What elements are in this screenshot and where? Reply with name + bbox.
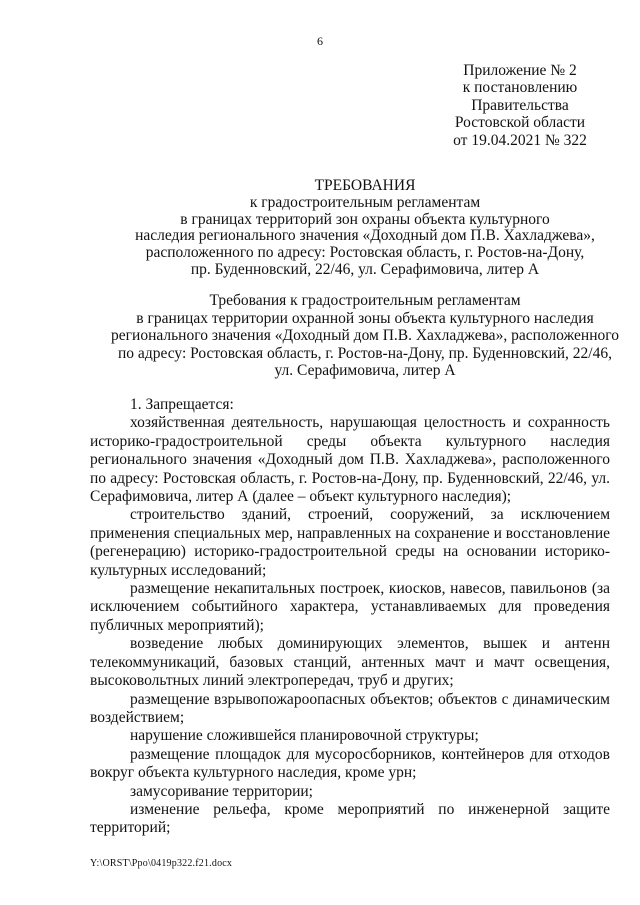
section-body — [90, 396, 610, 838]
title-line: пр. Буденновский, 22/46, ул. Серафимовича, литер А — [190, 260, 540, 278]
appendix-block — [440, 62, 600, 149]
subtitle-line: Требования к градостроительным регламентам — [209, 292, 521, 309]
appendix-line: к постановлению — [462, 79, 578, 97]
file-path-footer: Y:\ORST\Ppo\0419p322.f21.docx — [90, 858, 233, 869]
list-item: размещение взрывопожароопасных объектов; объектов с динамическим воздействием; — [90, 690, 610, 726]
list-item: нарушение сложившейся планировочной структуры; — [130, 727, 479, 745]
subtitle-line: по адресу: Ростовская область, г. Ростов-на-Дону, пр. Буденновский, 22/46, — [118, 344, 612, 362]
appendix-line: Приложение № 2 — [463, 62, 577, 79]
list-item: размещение некапитальных построек, киосков, навесов, павильонов (за исключением событийного характера, устанавливаемых для проведения публичных мероприятий); — [90, 580, 610, 634]
list-item: хозяйственная деятельность, нарушающая целостность и сохранность историко-градостроительной среды объекта культурного наследия регионального значения «Доходный дом П.В. Хахладжева», расположенного по адресу: Ростовская область, г. Ростов-на-Дону, пр. Буденновский, 22/46, ул. Серафимовича, литер А (далее – объект культурного наследия); — [90, 414, 610, 506]
title-line: к градостроительным регламентам — [249, 193, 481, 211]
list-item: строительство зданий, строений, сооружений, за исключением применения специальных мер, направленных на сохранение и восстановление (регенерацию) историко-градостроительной среды на основании историко-культурных исследований; — [90, 506, 610, 579]
subtitle-line: ул. Серафимовича, литер А — [274, 362, 456, 380]
document-subtitle — [90, 292, 640, 380]
title-line: расположенного по адресу: Ростовская область, г. Ростов-на-Дону, — [145, 244, 585, 262]
page-number: 6 — [317, 34, 323, 48]
title-heading: ТРЕБОВАНИЯ — [314, 177, 416, 194]
document-title — [90, 178, 640, 279]
list-item: размещение площадок для мусоросборников, контейнеров для отходов вокруг объекта культурного наследия, кроме урн; — [90, 745, 610, 782]
title-line: в границах территорий зон охраны объекта культурного — [180, 210, 550, 228]
list-item: изменение рельефа, кроме мероприятий по инженерной защите территорий; — [90, 800, 610, 837]
list-item: замусоривание территории; — [130, 782, 313, 800]
appendix-line: Правительства — [471, 96, 569, 114]
appendix-line: Ростовской области — [454, 114, 586, 132]
title-line: наследия регионального значения «Доходный дом П.В. Хахладжева», — [135, 227, 595, 245]
appendix-line: от 19.04.2021 № 322 — [453, 131, 587, 149]
subtitle-line: в границах территории охранной зоны объекта культурного наследия — [136, 309, 594, 327]
list-item: возведение любых доминирующих элементов, вышек и антенн телекоммуникаций, базовых станций, антенных мачт и мачт освещения, высоковольтных линий электропередач, труб и других; — [90, 635, 610, 690]
section-heading: 1. Запрещается: — [130, 396, 234, 413]
subtitle-line: регионального значения «Доходный дом П.В. Хахладжева», расположенного — [111, 327, 619, 345]
